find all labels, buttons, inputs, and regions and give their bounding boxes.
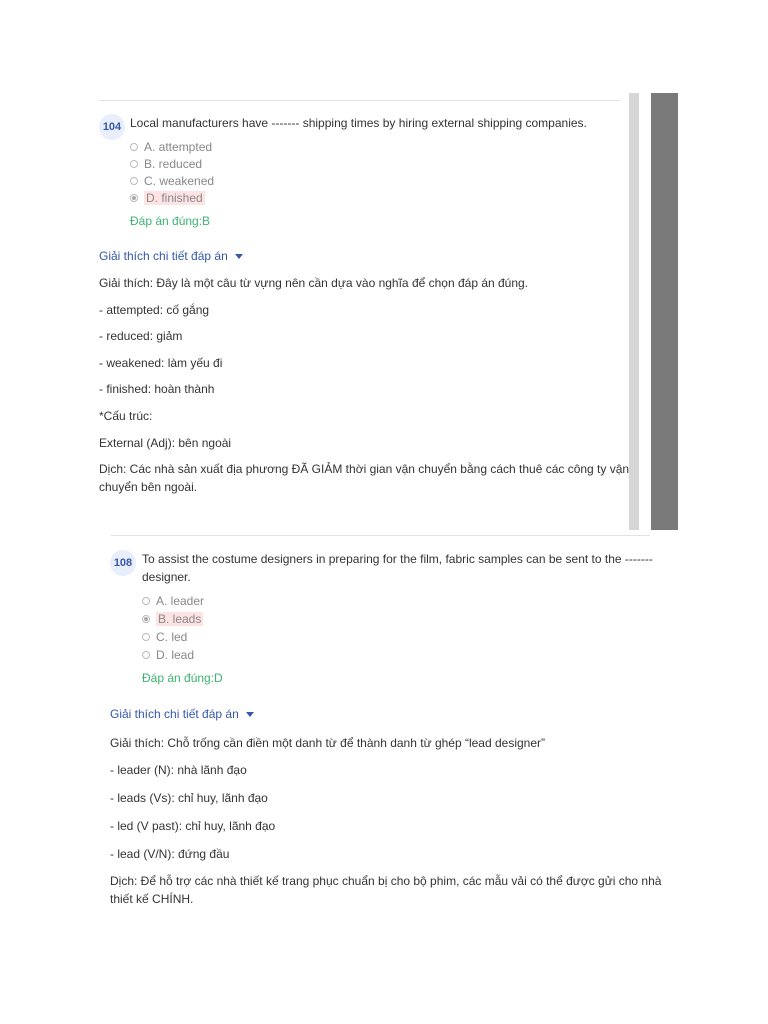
radio-icon[interactable] <box>130 194 138 202</box>
explanation-line: - leader (N): nhà lãnh đạo <box>110 763 247 777</box>
explanation-line: Giải thích: Đây là một câu từ vựng nên cần dựa vào nghĩa để chọn đáp án đúng. <box>99 276 529 290</box>
scrollbar-thumb[interactable] <box>651 93 678 530</box>
correct-answer: Đáp án đúng:B <box>130 214 211 228</box>
explanation-line: Dịch: Để hỗ trợ các nhà thiết kế trang phục chuẩn bị cho bộ phim, các mẫu vải có thể được gửi cho nhà <box>110 874 662 888</box>
explanation-line: - led (V past): chỉ huy, lãnh đạo <box>110 819 276 833</box>
question-text: Local manufacturers have ------- shipping times by hiring external shipping companies. <box>130 116 587 130</box>
radio-icon[interactable] <box>130 177 138 185</box>
explanation-line: Dịch: Các nhà sản xuất địa phương ĐÃ GIẢM thời gian vận chuyển bằng cách thuê các công ty vận <box>99 462 630 476</box>
option-label: A. attempted <box>144 139 213 154</box>
option-d[interactable] <box>130 189 205 206</box>
option-label: B. reduced <box>144 156 203 171</box>
question-number-badge: 104 <box>99 114 125 140</box>
caret-down-icon <box>235 254 243 259</box>
option-a[interactable] <box>130 138 212 155</box>
explain-toggle[interactable] <box>110 707 254 721</box>
question-text: To assist the costume designers in preparing for the film, fabric samples can be sent to the ------- <box>142 552 653 566</box>
option-c[interactable] <box>142 628 187 645</box>
correct-answer: Đáp án đúng:D <box>142 671 223 685</box>
explanation-line: - weakened: làm yếu đi <box>99 356 223 370</box>
radio-icon[interactable] <box>130 143 138 151</box>
explanation-line: *Cấu trúc: <box>99 409 153 423</box>
explanation-line: - leads (Vs): chỉ huy, lãnh đạo <box>110 791 268 805</box>
explanation-line: - finished: hoàn thành <box>99 382 215 396</box>
top-divider <box>99 100 620 101</box>
question-text-continued: designer. <box>142 570 191 584</box>
option-c[interactable] <box>130 172 214 189</box>
explanation-line: - attempted: cố gắng <box>99 303 210 317</box>
explanation-line: External (Adj): bên ngoài <box>99 436 232 450</box>
explanation-line: chuyển bên ngoài. <box>99 480 198 494</box>
explain-toggle-label: Giải thích chi tiết đáp án <box>110 707 239 721</box>
question-number-badge: 108 <box>110 550 136 576</box>
option-label: D. lead <box>156 647 195 662</box>
radio-icon[interactable] <box>142 615 150 623</box>
explanation-line: - lead (V/N): đứng đầu <box>110 847 230 861</box>
option-label: C. led <box>156 629 188 644</box>
explanation-line: thiết kế CHÍNH. <box>110 892 194 906</box>
radio-icon[interactable] <box>130 160 138 168</box>
radio-icon[interactable] <box>142 633 150 641</box>
explanation-line: Giải thích: Chỗ trống cần điền một danh từ để thành danh từ ghép “lead designer” <box>110 736 546 750</box>
explain-toggle-label: Giải thích chi tiết đáp án <box>99 249 228 263</box>
option-d[interactable] <box>142 646 194 663</box>
option-label: D. finished <box>146 190 203 205</box>
option-b[interactable] <box>142 610 203 627</box>
scrollbar-track[interactable] <box>629 93 639 530</box>
option-label: C. weakened <box>144 173 215 188</box>
caret-down-icon <box>246 712 254 717</box>
section-divider <box>111 535 650 536</box>
explain-toggle[interactable] <box>99 249 243 263</box>
option-label: A. leader <box>156 593 205 608</box>
radio-icon[interactable] <box>142 651 150 659</box>
option-a[interactable] <box>142 592 204 609</box>
option-label: B. leads <box>158 611 202 626</box>
radio-icon[interactable] <box>142 597 150 605</box>
option-b[interactable] <box>130 155 202 172</box>
explanation-line: - reduced: giảm <box>99 329 183 343</box>
